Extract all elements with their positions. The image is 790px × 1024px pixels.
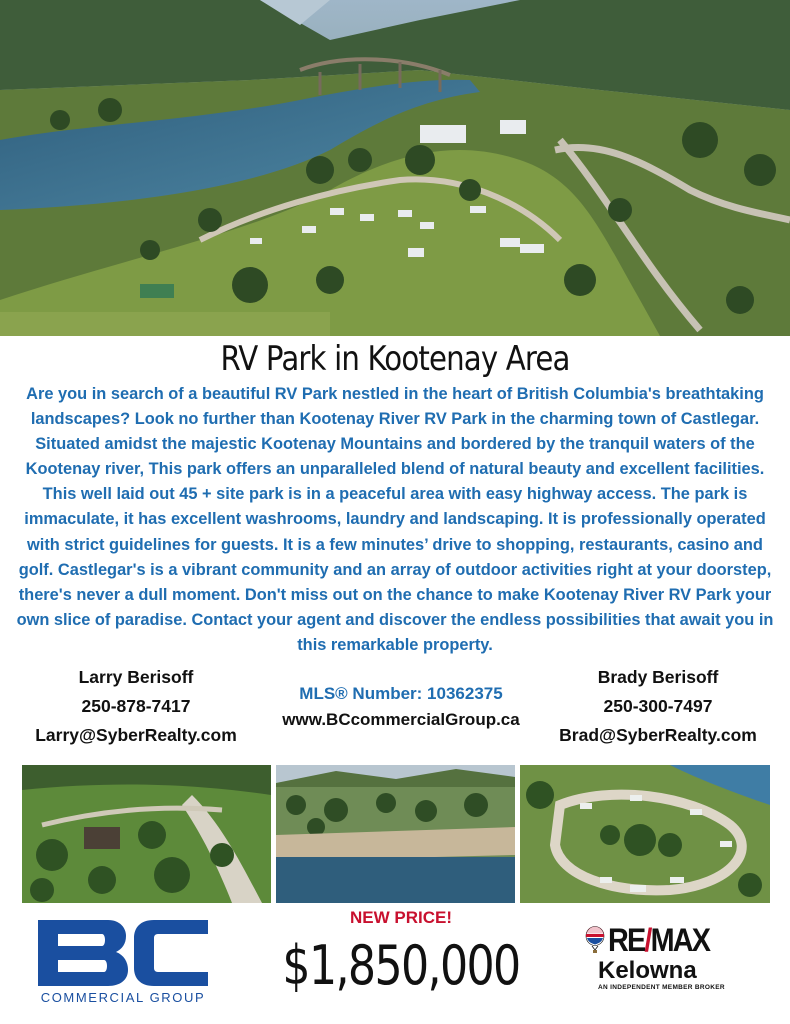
remax-kelowna-logo — [584, 922, 734, 991]
agent-email: Brad@SyberRealty.com — [559, 725, 757, 745]
remax-office-name: Kelowna — [598, 957, 697, 984]
agent-phone: 250-300-7497 — [603, 696, 713, 716]
listing-description: Are you in search of a beautiful RV Park nestled in the heart of British Columbia's breathtaking landscapes? Look no further than Kootenay River RV Park in the charming town of Castlegar. Situated amidst the majestic Kootenay Mountains and bordered by the tranquil waters of the Kootenay river, This park offers an unparalleled blend of natural beauty and excellent facilities. This well laid out 45 + site park is in a peaceful area with easy highway access. The park is immaculate, it has excellent washrooms, laundry and landscaping. It is professionally operated with strict guidelines for guests. It is a few minutes’ drive to shopping, restaurants, casino and golf. Castlegar's is a vibrant community and an array of outdoor activities right at your doorstep, there's never a dull moment. Don't miss out on the chance to make Kootenay River RV Park your own slice of paradise. Contact your agent and discover the endless possibilities that await you in this remarkable property. — [16, 385, 774, 654]
agent-name: Brady Berisoff — [597, 667, 719, 687]
mls-number: MLS® Number: 10362375 — [299, 684, 503, 703]
hero-aerial-photo — [0, 0, 790, 336]
remax-wordmark-dash: / — [644, 922, 651, 958]
listing-title: RV Park in Kootenay Area — [220, 339, 570, 379]
listing-info — [256, 681, 546, 733]
agent-email: Larry@SyberRealty.com — [35, 725, 237, 745]
agent-contact-right — [542, 663, 774, 750]
river-view-photo — [276, 765, 515, 903]
remax-wordmark — [608, 922, 709, 958]
listing-price: $1,850,000 — [282, 934, 520, 997]
remax-balloon-icon — [584, 926, 606, 954]
new-price-label: NEW PRICE! — [350, 908, 452, 927]
remax-wordmark-right: MAX — [650, 922, 710, 958]
remax-broker-tagline: AN INDEPENDENT MEMBER BROKER — [598, 984, 725, 991]
remax-wordmark-left: RE — [608, 922, 645, 958]
rv-loop-photo — [520, 765, 770, 903]
agent-contact-left — [14, 663, 258, 750]
website-url: www.BCcommercialGroup.ca — [282, 710, 520, 729]
agent-name: Larry Berisoff — [78, 667, 194, 687]
bc-logo-tagline: COMMERCIAL GROUP — [40, 990, 206, 1005]
aerial-site-photo — [22, 765, 271, 903]
agent-phone: 250-878-7417 — [81, 696, 191, 716]
